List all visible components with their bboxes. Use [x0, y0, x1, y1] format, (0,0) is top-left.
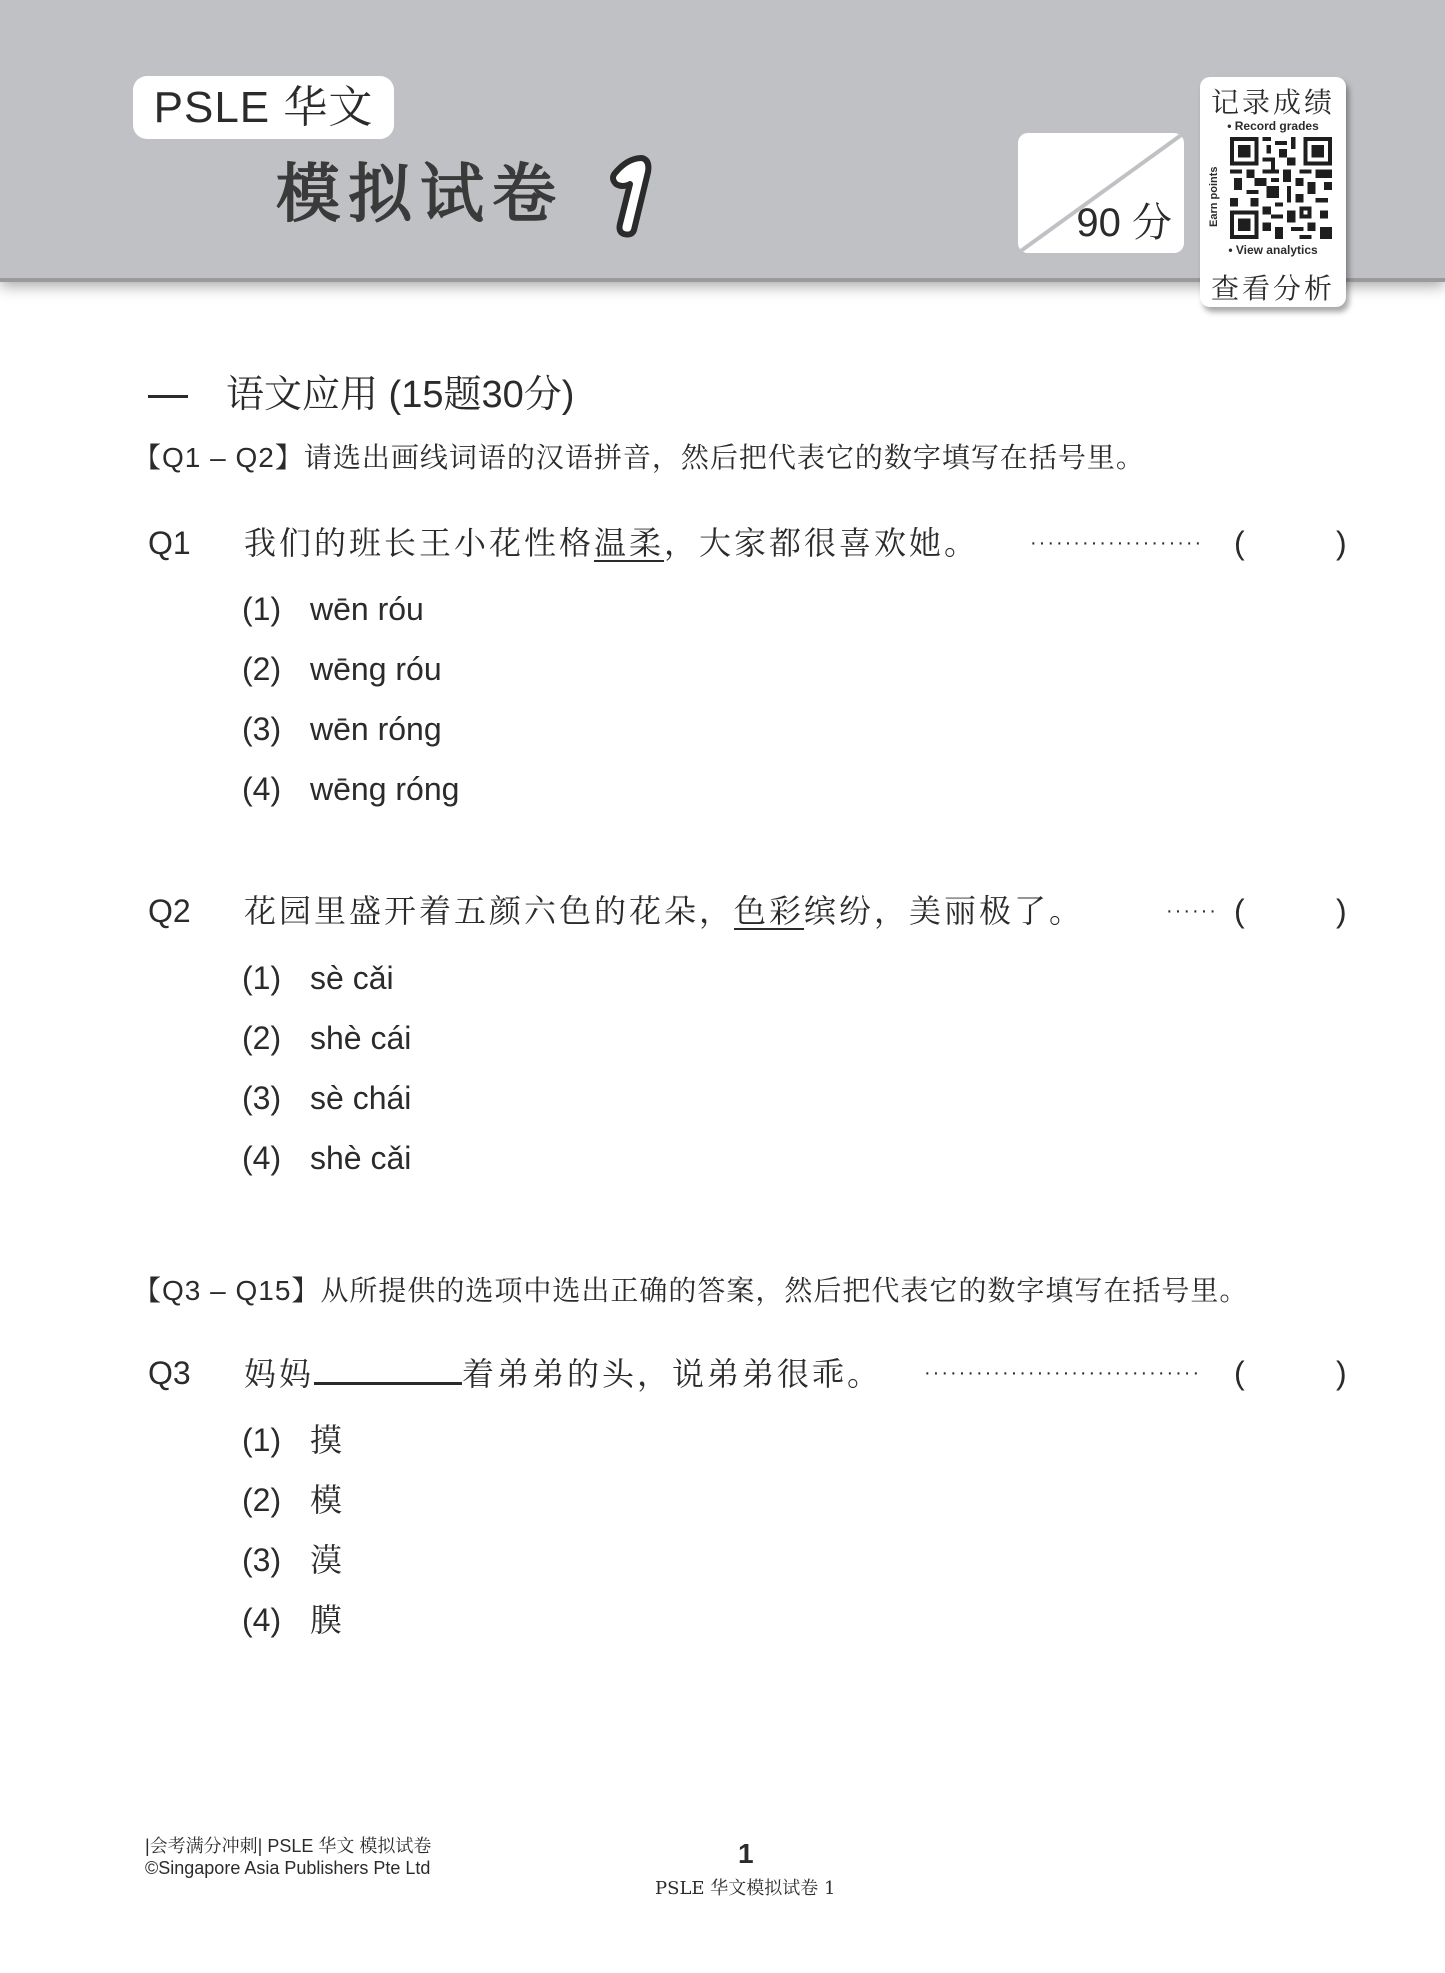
option-text: 摸	[310, 1421, 343, 1459]
header-bar	[0, 0, 1445, 304]
question-q3	[148, 1348, 1348, 1398]
paper-title: 模拟试卷	[276, 158, 564, 232]
answer-paren-close: )	[1336, 525, 1347, 561]
question-text	[244, 518, 979, 568]
option-index: (2)	[242, 1482, 282, 1518]
option-text: sè cǎi	[310, 960, 394, 996]
qr-bottom-label: 查看分析	[1210, 273, 1335, 304]
qr-code-icon[interactable]	[1230, 137, 1332, 239]
dot-leader: ····················	[1030, 532, 1204, 554]
option-text: wēng róng	[310, 771, 460, 807]
footer-copyright: ©Singapore Asia Publishers Pte Ltd	[145, 1858, 431, 1878]
question-text-before: 花园里盛开着五颜六色的花朵，	[244, 892, 735, 930]
answer-paren-open: (	[1234, 893, 1245, 929]
option-text: sè chái	[310, 1080, 412, 1116]
section-title	[148, 370, 574, 420]
answer-paren-close: )	[1336, 893, 1347, 929]
option-text: 漠	[310, 1541, 343, 1579]
question-number: Q1	[148, 525, 191, 561]
question-q2	[148, 886, 1348, 936]
question-text	[244, 886, 1084, 936]
option-2[interactable]	[242, 645, 442, 693]
option-text: shè cǎi	[310, 1140, 412, 1176]
option-index: (4)	[242, 1140, 282, 1176]
qr-bullet-record: • Record grades	[1227, 119, 1319, 133]
dot-leader: ································	[924, 1362, 1202, 1384]
answer-paren-open: (	[1234, 1355, 1245, 1391]
option-1[interactable]	[242, 585, 424, 633]
underlined-word: 温柔	[594, 524, 665, 562]
question-number: Q3	[148, 1355, 191, 1391]
option-index: (4)	[242, 1602, 282, 1638]
underlined-word: 色彩	[734, 892, 805, 930]
option-index: (3)	[242, 711, 282, 747]
option-3[interactable]	[242, 1074, 411, 1122]
qr-side-label: Earn points	[1208, 166, 1220, 227]
answer-blank	[314, 1348, 462, 1385]
option-2[interactable]	[242, 1476, 342, 1524]
option-index: (1)	[242, 591, 282, 627]
footer-left	[145, 1835, 431, 1879]
option-index: (4)	[242, 771, 282, 807]
option-3[interactable]	[242, 705, 442, 753]
qr-bullet-analytics: • View analytics	[1228, 243, 1318, 257]
question-text-before: 我们的班长王小花性格	[244, 524, 595, 562]
instruction-q1-q2: 【Q1 – Q2】请选出画线词语的汉语拼音，然后把代表它的数字填写在括号里。	[133, 442, 1145, 473]
question-text-before: 妈妈	[244, 1355, 315, 1393]
option-1[interactable]	[242, 1416, 342, 1464]
option-text: wēn róng	[310, 711, 442, 747]
answer-paren-open: (	[1234, 525, 1245, 561]
option-text: 模	[310, 1481, 343, 1519]
option-index: (2)	[242, 1020, 282, 1056]
score-box	[1018, 133, 1184, 253]
answer-paren-close: )	[1336, 1355, 1347, 1391]
qr-card[interactable]	[1200, 77, 1346, 307]
option-text: shè cái	[310, 1020, 412, 1056]
option-1[interactable]	[242, 954, 394, 1002]
option-3[interactable]	[242, 1536, 342, 1584]
option-4[interactable]	[242, 1596, 342, 1644]
section-title-text: 语文应用 (15题30分)	[226, 374, 575, 416]
qr-top-label: 记录成绩	[1210, 87, 1335, 118]
question-text-after: 缤纷，美丽极了。	[804, 892, 1085, 930]
running-title: PSLE 华文模拟试卷 1	[655, 1878, 836, 1899]
question-q1	[148, 518, 1348, 568]
option-4[interactable]	[242, 765, 459, 813]
option-2[interactable]	[242, 1014, 411, 1062]
instruction-q3-q15: 【Q3 – Q15】从所提供的选项中选出正确的答案，然后把代表它的数字填写在括号里。	[133, 1275, 1249, 1306]
question-number: Q2	[148, 893, 191, 929]
option-text: wēn róu	[310, 591, 424, 627]
page-number: 1	[738, 1838, 754, 1869]
question-text-after: ，大家都很喜欢她。	[664, 524, 980, 562]
footer-series: |会考满分冲刺| PSLE 华文 模拟试卷	[145, 1836, 432, 1856]
option-index: (3)	[242, 1080, 282, 1116]
question-text-after: 着弟弟的头，说弟弟很乖。	[462, 1355, 883, 1393]
brand-label: PSLE 华文	[133, 76, 394, 139]
option-index: (3)	[242, 1542, 282, 1578]
paper-number-one-icon	[598, 150, 658, 240]
question-text	[244, 1348, 882, 1399]
option-index: (2)	[242, 651, 282, 687]
section-dash	[148, 395, 188, 398]
option-index: (1)	[242, 1422, 282, 1458]
dot-leader: ······	[1166, 900, 1218, 922]
option-4[interactable]	[242, 1134, 411, 1182]
option-text: wēng róu	[310, 651, 442, 687]
option-text: 膜	[310, 1601, 343, 1639]
total-score: 90 分	[1076, 201, 1172, 245]
option-index: (1)	[242, 960, 282, 996]
